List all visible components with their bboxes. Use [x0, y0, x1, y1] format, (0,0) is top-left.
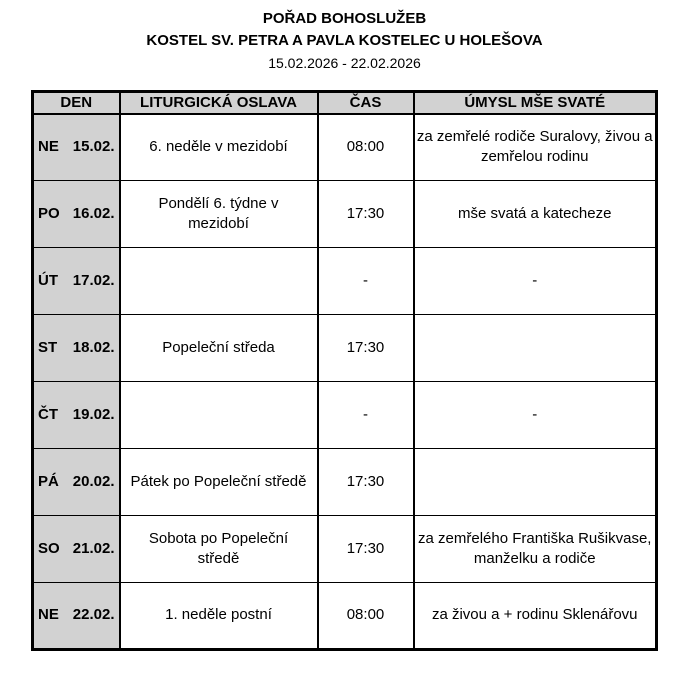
column-header-intention: ÚMYSL MŠE SVATÉ — [414, 92, 657, 114]
time-cell: 17:30 — [318, 516, 414, 583]
day-date: 22.02. — [72, 606, 115, 624]
intention-cell: mše svatá a katecheze — [414, 181, 657, 248]
day-abbrev: NE — [38, 606, 59, 624]
intention-cell: za zemřelé rodiče Suralovy, živou a zemřelou rodinu — [414, 114, 657, 181]
table-row — [33, 449, 657, 516]
day-cell — [33, 516, 120, 583]
day-date: 20.02. — [72, 472, 115, 490]
celebration-cell: Sobota po Popeleční středě — [120, 516, 318, 583]
table-row — [33, 181, 657, 248]
celebration-cell: Pondělí 6. týdne v mezidobí — [120, 181, 318, 248]
day-cell — [33, 449, 120, 516]
day-date: 21.02. — [72, 539, 115, 557]
day-cell — [33, 114, 120, 181]
day-abbrev: SO — [38, 539, 60, 557]
day-cell — [33, 583, 120, 650]
day-date: 19.02. — [72, 405, 115, 423]
day-abbrev: NE — [38, 138, 59, 156]
intention-cell: - — [414, 382, 657, 449]
day-cell — [33, 248, 120, 315]
day-cell — [33, 181, 120, 248]
table-row — [33, 516, 657, 583]
intention-cell — [414, 315, 657, 382]
day-abbrev: ČT — [38, 405, 58, 423]
celebration-cell: 1. neděle postní — [120, 583, 318, 650]
column-header-celebration: LITURGICKÁ OSLAVA — [120, 92, 318, 114]
time-cell: 08:00 — [318, 583, 414, 650]
time-cell: - — [318, 248, 414, 315]
celebration-cell: Pátek po Popeleční středě — [120, 449, 318, 516]
time-cell: 17:30 — [318, 449, 414, 516]
day-date: 18.02. — [72, 338, 115, 356]
document-header — [0, 0, 689, 74]
table-row — [33, 248, 657, 315]
table-row — [33, 114, 657, 181]
intention-cell: za živou a + rodinu Sklenářovu — [414, 583, 657, 650]
day-abbrev: PO — [38, 204, 60, 222]
table-row — [33, 583, 657, 650]
intention-cell: za zemřelého Františka Rušikvase, manželku a rodiče — [414, 516, 657, 583]
time-cell: 17:30 — [318, 315, 414, 382]
document-subtitle: KOSTEL SV. PETRA A PAVLA KOSTELEC U HOLEŠOVA — [146, 32, 543, 49]
intention-cell: - — [414, 248, 657, 315]
celebration-cell — [120, 248, 318, 315]
intention-cell — [414, 449, 657, 516]
day-date: 15.02. — [72, 138, 115, 156]
table-row — [33, 315, 657, 382]
table-row — [33, 382, 657, 449]
time-cell: 08:00 — [318, 114, 414, 181]
day-cell — [33, 382, 120, 449]
document-date-range: 15.02.2026 - 22.02.2026 — [268, 55, 421, 71]
table-header-row — [33, 92, 657, 114]
day-cell — [33, 315, 120, 382]
time-cell: - — [318, 382, 414, 449]
day-date: 17.02. — [72, 271, 115, 289]
celebration-cell: Popeleční středa — [120, 315, 318, 382]
schedule-table — [31, 90, 658, 651]
celebration-cell — [120, 382, 318, 449]
document-title: POŘAD BOHOSLUŽEB — [262, 10, 427, 27]
day-abbrev: ST — [38, 338, 58, 356]
column-header-time: ČAS — [318, 92, 414, 114]
column-header-day: DEN — [33, 92, 120, 114]
day-abbrev: ÚT — [38, 271, 58, 289]
celebration-cell: 6. neděle v mezidobí — [120, 114, 318, 181]
time-cell: 17:30 — [318, 181, 414, 248]
day-abbrev: PÁ — [38, 472, 59, 490]
day-date: 16.02. — [72, 204, 115, 222]
